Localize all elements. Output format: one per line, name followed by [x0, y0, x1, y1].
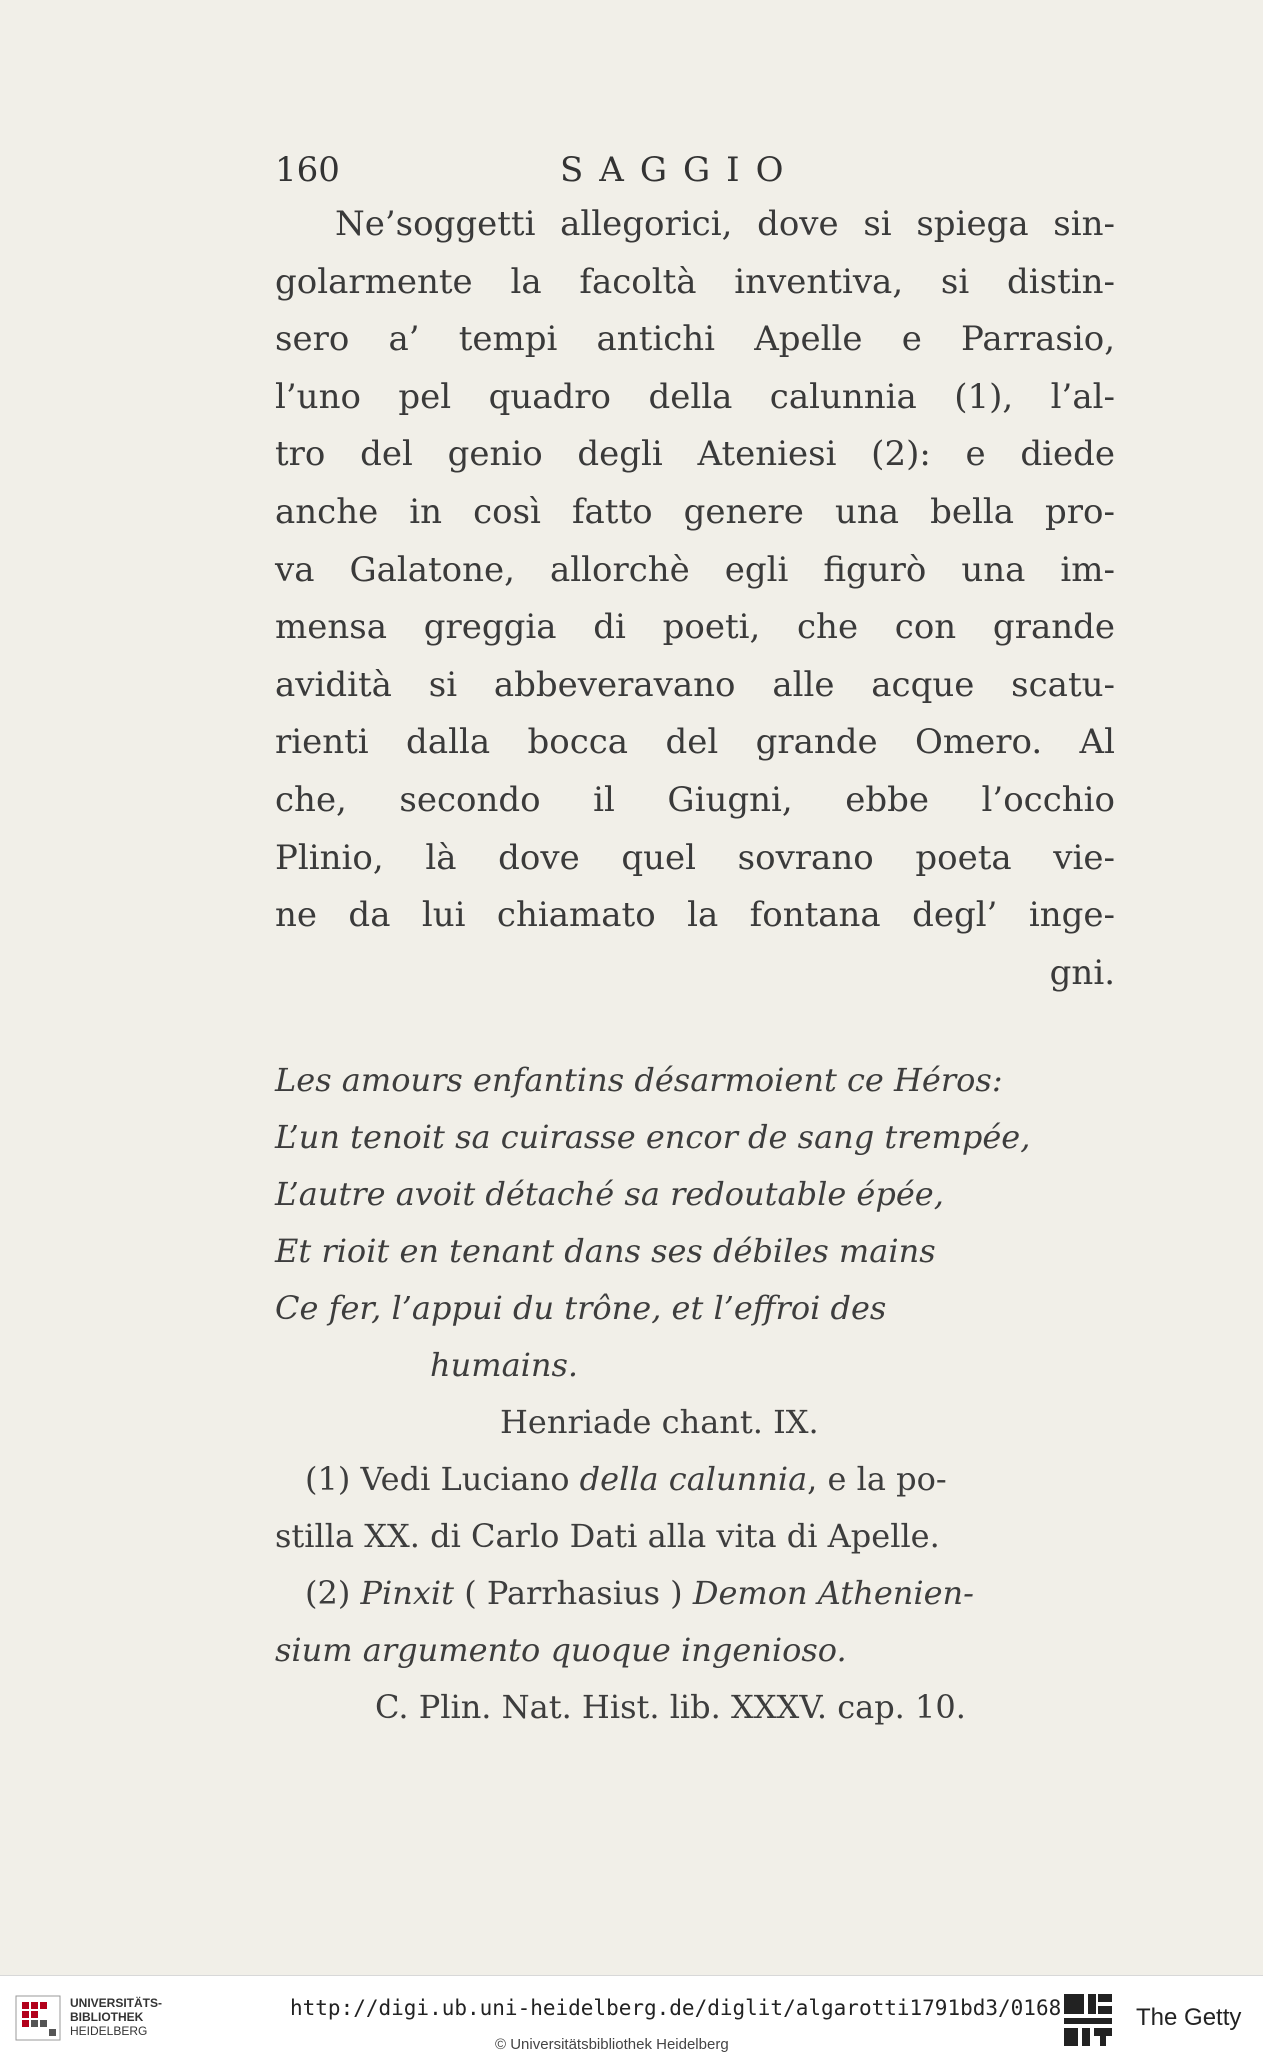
- verse-line: Et rioit en tenant dans ses débiles mains: [275, 1232, 936, 1271]
- verse-source: Henriade chant. IX.: [500, 1403, 819, 1442]
- body-line: avidità si abbeveravano alle acque scatu-: [275, 664, 1115, 705]
- verse-line: Ce fer, l’appui du trône, et l’effroi des: [275, 1289, 887, 1328]
- footnote-text: , e la po-: [807, 1460, 947, 1499]
- university-library-logo-icon: [14, 1994, 62, 2042]
- body-line: rienti dalla bocca del grande Omero. Al: [275, 722, 1115, 763]
- footnote-1-line-2: stilla XX. di Carlo Dati alla vita di Apelle.: [275, 1517, 940, 1556]
- body-line: golarmente la facoltà inventiva, si distin-: [275, 261, 1115, 302]
- getty-name: The Getty: [1136, 2004, 1242, 2031]
- body-line: va Galatone, allorchè egli figurò una im-: [275, 549, 1115, 590]
- footnotes: [275, 1451, 1115, 1736]
- footnote-1: [275, 1451, 1115, 1508]
- footnote-italic: della calunnia: [579, 1460, 808, 1499]
- footnote-marker: (1): [305, 1460, 351, 1499]
- footnote-text: ( Parrhasius ): [464, 1574, 683, 1613]
- footnote-marker: (2): [305, 1574, 351, 1613]
- verse-line: L’un tenoit sa cuirasse encor de sang trempée,: [275, 1118, 1031, 1157]
- body-line: anche in così fatto genere una bella pro-: [275, 491, 1115, 532]
- verse-line: L’autre avoit détaché sa redoutable épée,: [275, 1175, 944, 1214]
- body-line: tro del genio degli Ateniesi (2): e diede: [275, 434, 1115, 475]
- viewer-footer: [0, 1975, 1263, 2066]
- body-line: che, secondo il Giugni, ebbe l’occhio: [275, 779, 1115, 820]
- permalink-url[interactable]: http://digi.ub.uni-heidelberg.de/diglit/algarotti1791bd3/0168: [290, 1996, 1062, 2020]
- body-paragraph: [275, 196, 1115, 945]
- verse-quotation: [275, 1052, 1115, 1394]
- footnote-2-line-3: C. Plin. Nat. Hist. lib. XXXV. cap. 10.: [375, 1688, 966, 1727]
- footnote-italic: Pinxit: [360, 1574, 455, 1613]
- footnote-2-line-2: sium argumento quoque ingenioso.: [275, 1631, 847, 1670]
- page-content: [275, 150, 1115, 1736]
- running-head: [275, 150, 1115, 196]
- body-line: Plinio, là dove quel sovrano poeta vie-: [275, 837, 1115, 878]
- verse-continuation: humains.: [430, 1346, 579, 1385]
- verse-line: Les amours enfantins désarmoient ce Héros:: [275, 1061, 1003, 1100]
- footnote-text: Vedi Luciano: [360, 1460, 570, 1499]
- library-name-line: HEIDELBERG: [70, 2024, 148, 2038]
- page-number: 160: [275, 150, 340, 190]
- copyright-notice: © Universitätsbibliothek Heidelberg: [495, 2036, 729, 2053]
- body-line: ne da lui chiamato la fontana degl’ inge-: [275, 895, 1115, 936]
- footnote-italic: Demon Athenien-: [692, 1574, 974, 1613]
- library-name-line: UNIVERSITÄTS-: [70, 1996, 163, 2010]
- getty-logo-icon: [1058, 1990, 1118, 2050]
- body-line: mensa greggia di poeti, che con grande: [275, 607, 1115, 648]
- body-line: sero a’ tempi antichi Apelle e Parrasio,: [275, 319, 1115, 360]
- footnote-2: [275, 1565, 1115, 1622]
- body-line: Ne’soggetti allegorici, dove si spiega sin-: [335, 204, 1115, 244]
- library-name: [70, 1996, 162, 2038]
- library-name-line: BIBLIOTHEK: [70, 2010, 144, 2024]
- running-title: SAGGIO: [560, 150, 800, 190]
- body-last-line: gni.: [1049, 952, 1115, 993]
- body-line: l’uno pel quadro della calunnia (1), l’al-: [275, 376, 1115, 417]
